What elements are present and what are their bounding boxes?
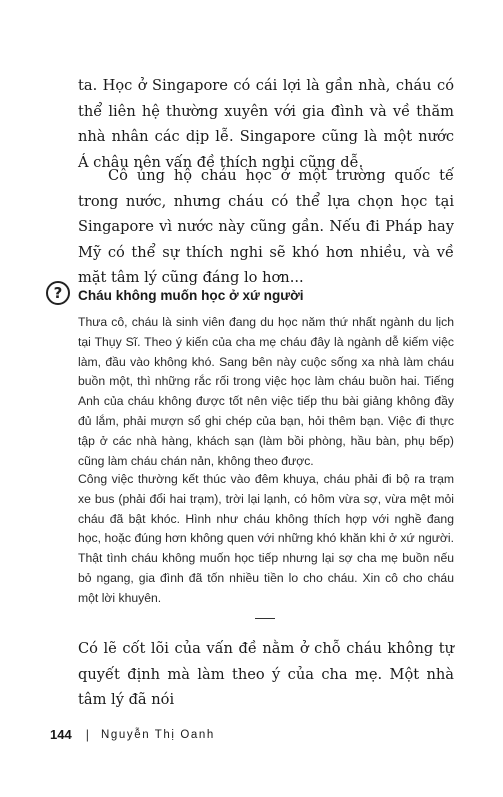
- question-paragraph: Công việc thường kết thúc vào đêm khuya, cháu phải đi bộ ra trạm xe bus (phải đổi hai trạm), trời lại lạnh, có hôm vừa sợ, vừa mệt mỏi cháu đã bật khóc. Hình như cháu không thích hợp với nghề đang học, hoặc đúng hơn không quen với những khó khăn khi ở xứ người. Thật tình cháu không muốn học tiếp nhưng lại sợ cha mẹ buồn nếu bỏ ngang, gia đình đã tốn nhiều tiền lo cho cháu. Xin cô cho cháu một lời khuyên.: [78, 472, 454, 605]
- body-paragraph: Có lẽ cốt lõi của vấn đề nằm ở chỗ cháu không tự quyết định mà làm theo ý của cha mẹ. Một nhà tâm lý đã nói: [78, 640, 454, 709]
- body-paragraph: Cô ủng hộ cháu học ở một trường quốc tế trong nước, nhưng cháu có thể lựa chọn học tại Singapore vì nước này cũng gần. Nếu đi Pháp hay Mỹ có thể sự thích nghi sẽ khó hơn nhiều, và về mặt tâm lý cũng đáng lo hơn...: [78, 167, 454, 287]
- author-name: Nguyễn Thị Oanh: [100, 728, 215, 741]
- question-title: Cháu không muốn học ở xứ người: [78, 288, 304, 303]
- page-footer: [50, 727, 215, 742]
- section-divider: [255, 618, 275, 619]
- body-paragraph: ta. Học ở Singapore có cái lợi là gần nhà, cháu có thể liên hệ thường xuyên với gia đình và về thăm nhà nhân các dịp lễ. Singapore cũng là một nước Á châu nên vấn đề thích nghi cũng dễ.: [78, 77, 454, 171]
- footer-divider: |: [85, 727, 89, 742]
- question-paragraph: Thưa cô, cháu là sinh viên đang du học năm thứ nhất ngành du lịch tại Thụy Sĩ. Theo ý kiến của cha mẹ cháu đây là ngành dễ kiếm việc làm, đầu vào không khó. Sang bên này cuộc sống xa nhà làm cháu buồn một, thì những rắc rối trong việc học làm cháu buồn hai. Tiếng Anh của cháu không được tốt nên việc tiếp thu bài giảng không đầy đủ lắm, phải mượn sổ ghi chép của bạn, hỏi thêm bạn. Việc đi thực tập ở các nhà hàng, khách sạn (làm bồi phòng, hầu bàn, phụ bếp) cũng làm cháu chán nản, không theo được.: [78, 315, 454, 468]
- question-icon: ?: [46, 281, 70, 305]
- page-number: 144: [50, 727, 72, 742]
